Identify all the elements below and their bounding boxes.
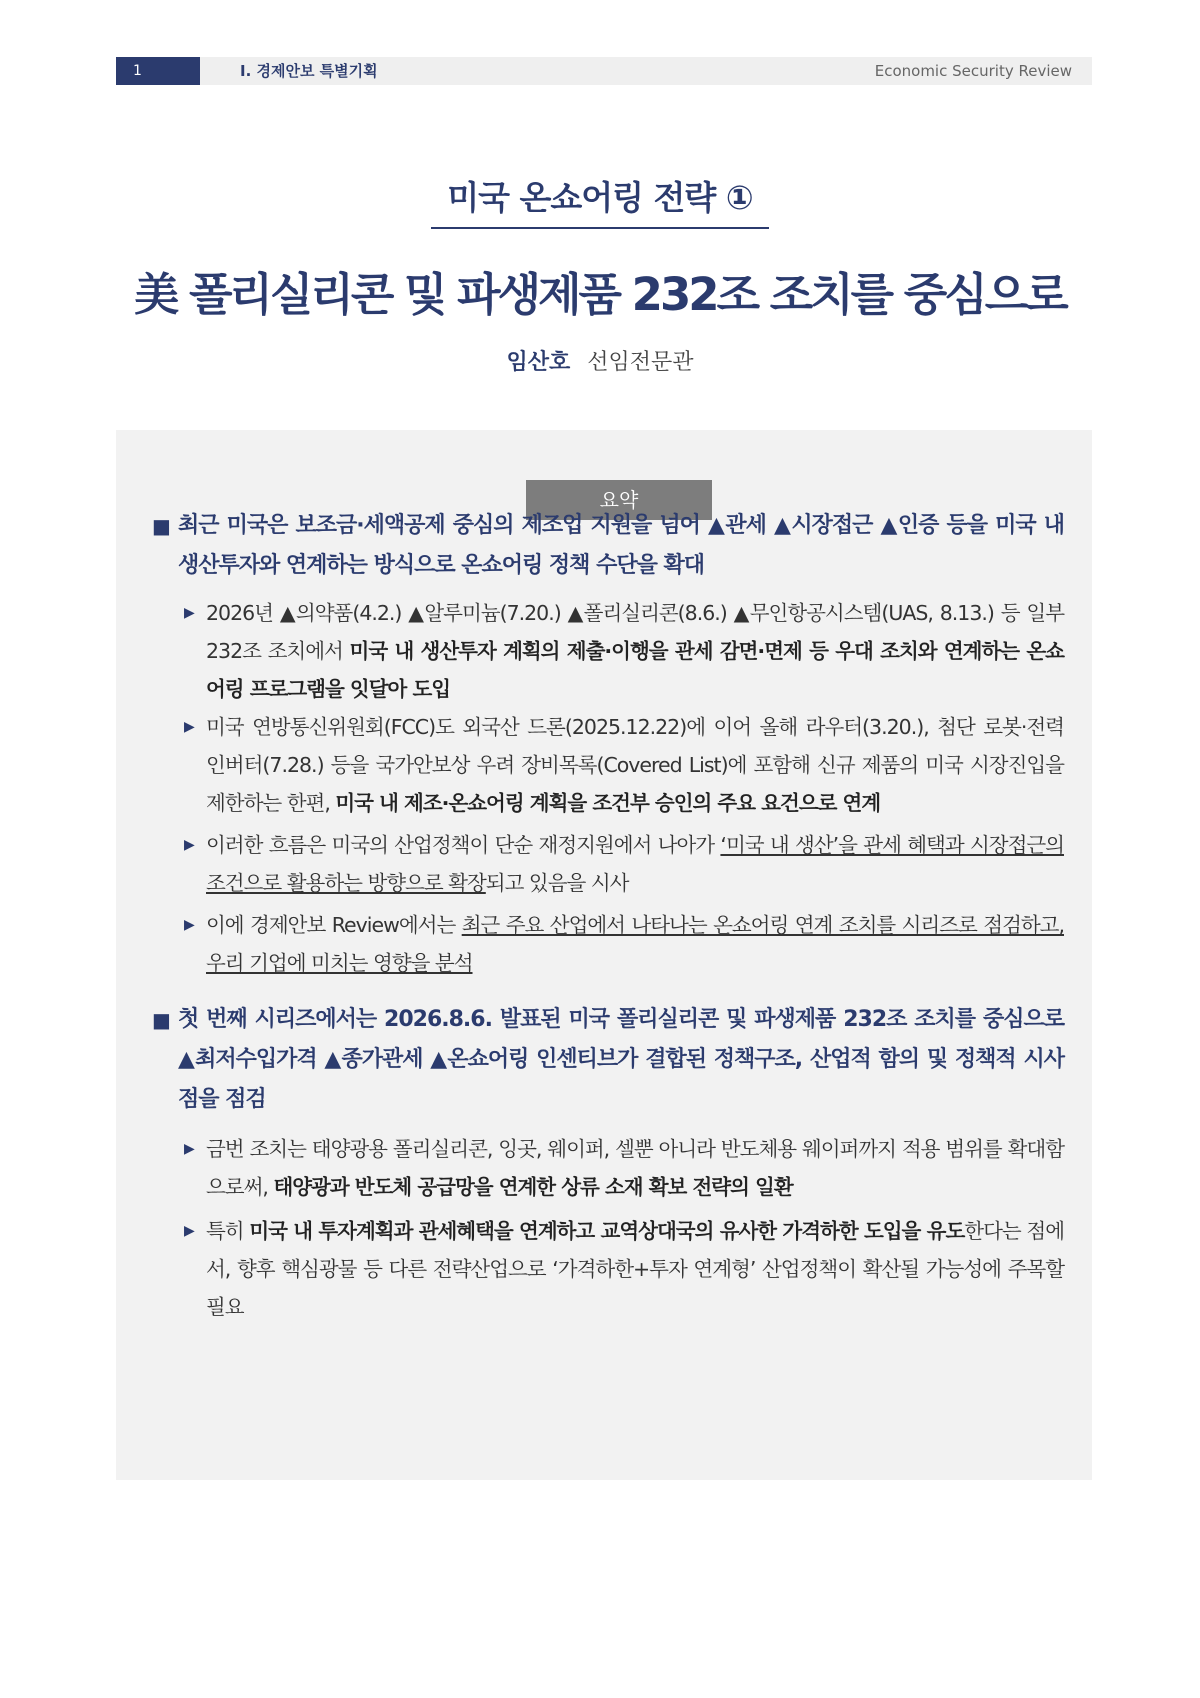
series-title: 미국 온쇼어링 전략 ①: [431, 172, 768, 229]
author-line: [0, 345, 1200, 376]
summary-point-2: [152, 1000, 1064, 1120]
summary-box: [116, 430, 1092, 1480]
series-title-wrap: [0, 172, 1200, 229]
summary-subpoint-1-4: [184, 906, 1064, 982]
triangle-bullet-icon: ▶: [184, 1141, 194, 1157]
summary-subpoint-1-1: [184, 594, 1064, 708]
running-header: [116, 57, 1092, 85]
square-bullet-icon: ■: [152, 514, 170, 538]
subpoint-underlined-text: ‘미국 내 생산’을 관세 혜택과 시장접근의 조건으로 활용하는 방향으로 확장: [206, 833, 1064, 895]
publication-name: Economic Security Review: [874, 62, 1072, 80]
summary-subpoint-2-2: [184, 1212, 1065, 1326]
summary-subpoint-2-1: [184, 1130, 1064, 1206]
subpoint-text: 금번 조치는 태양광용 폴리실리콘, 잉곳, 웨이퍼, 셀뿐 아니라 반도체용 웨이퍼까지 적용 범위를 확대함으로써,: [206, 1137, 1064, 1199]
triangle-bullet-icon: ▶: [184, 719, 194, 735]
subpoint-text: 이러한 흐름은 미국의 산업정책이 단순 재정지원에서 나아가: [206, 833, 721, 857]
subpoint-text-end: 한다는 점에서, 향후 핵심광물 등 다른 전략산업으로 ‘가격하한+투자 연계형’ 산업정책이 확산될 가능성에 주목할 필요: [206, 1219, 1065, 1319]
subpoint-underlined-text: 최근 주요 산업에서 나타나는 온쇼어링 연계 조치를 시리즈로 점검하고, 우리 기업에 미치는 영향을 분석: [206, 913, 1064, 975]
subpoint-bold-text: 미국 내 생산투자 계획의 제출·이행을 관세 감면·면제 등 우대 조치와 연계하는 온쇼어링 프로그램을 잇달아 도입: [206, 639, 1064, 701]
summary-subpoint-1-2: [184, 708, 1064, 822]
subpoint-text-end: 되고 있음을 시사: [485, 871, 629, 895]
author-name: 임산호: [506, 350, 571, 375]
triangle-bullet-icon: ▶: [184, 605, 194, 621]
subpoint-bold-text: 미국 내 투자계획과 관세혜택을 연계하고 교역상대국의 유사한 가격하한 도입을 유도: [249, 1219, 965, 1243]
summary-subpoint-1-3: [184, 826, 1064, 902]
section-label: Ⅰ. 경제안보 특별기획: [240, 62, 378, 80]
triangle-bullet-icon: ▶: [184, 917, 194, 933]
main-title: 美 폴리실리콘 및 파생제품 232조 조치를 중심으로: [134, 268, 1066, 321]
summary-point-1: [152, 506, 1064, 586]
square-bullet-icon: ■: [152, 1008, 170, 1032]
subpoint-bold-text: 태양광과 반도체 공급망을 연계한 상류 소재 확보 전략의 일환: [273, 1175, 793, 1199]
subpoint-text: 2026년 ▲의약품(4.2.) ▲알루미늄(7.20.) ▲폴리실리콘(8.6.) ▲무인항공시스템(UAS, 8.13.) 등 일부 232조 조치에서: [206, 601, 1064, 663]
page-number: 1: [116, 57, 200, 85]
subpoint-bold-text: 미국 내 제조·온쇼어링 계획을 조건부 승인의 주요 요건으로 연계: [335, 791, 881, 815]
author-role: 선임전문관: [587, 350, 694, 375]
triangle-bullet-icon: ▶: [184, 1223, 194, 1239]
subpoint-text: 미국 연방통신위원회(FCC)도 외국산 드론(2025.12.22)에 이어 올해 라우터(3.20.), 첨단 로봇·전력 인버터(7.28.) 등을 국가안보상 우려 장비목록(Covered List)에 포함해 신규 제품의 미국 시장진입을 제한하는 한편,: [206, 715, 1064, 815]
triangle-bullet-icon: ▶: [184, 837, 194, 853]
summary-point-2-text: 첫 번째 시리즈에서는 2026.8.6. 발표된 미국 폴리실리콘 및 파생제품 232조 조치를 중심으로 ▲최저수입가격 ▲종가관세 ▲온쇼어링 인센티브가 결합된 정책구조, 산업적 함의 및 정책적 시사점을 점검: [178, 1007, 1064, 1112]
subpoint-text: 이에 경제안보 Review에서는: [206, 913, 462, 937]
subpoint-text: 특히: [206, 1219, 250, 1243]
summary-point-1-text: 최근 미국은 보조금·세액공제 중심의 제조업 지원을 넘어 ▲관세 ▲시장접근 ▲인증 등을 미국 내 생산투자와 연계하는 방식으로 온쇼어링 정책 수단을 확대: [178, 513, 1064, 578]
summary-tag: 요약: [526, 480, 712, 520]
